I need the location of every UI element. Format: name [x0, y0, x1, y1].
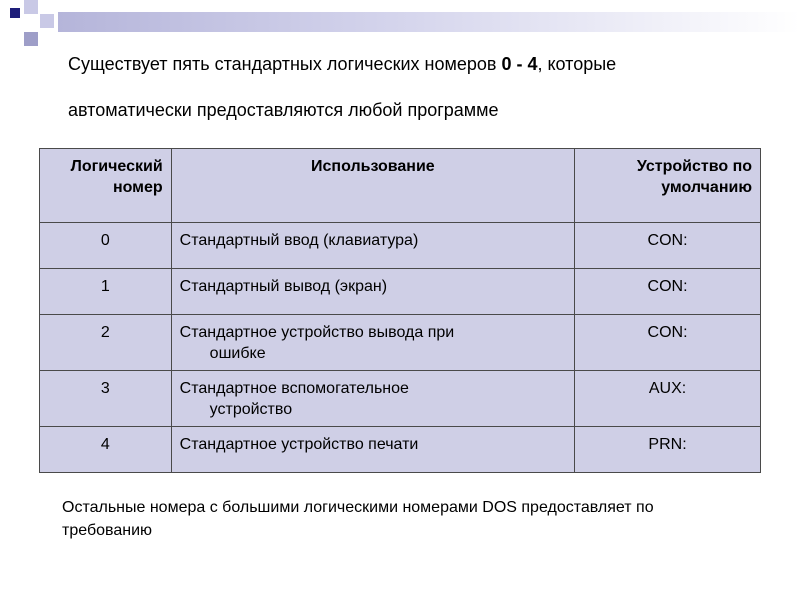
cell-number: 4 — [40, 427, 172, 473]
decor-square — [10, 8, 20, 18]
cell-device: AUX: — [575, 371, 761, 427]
cell-device: CON: — [575, 223, 761, 269]
logical-numbers-table — [39, 148, 761, 473]
decor-square — [24, 0, 38, 14]
intro-line-1-start: Существует пять стандартных логических номеров — [68, 54, 502, 74]
table-row — [40, 223, 761, 269]
header-gradient-band — [58, 12, 800, 32]
decor-square — [24, 32, 38, 46]
table-row — [40, 371, 761, 427]
cell-usage-line: Стандартный вывод (экран) — [179, 278, 388, 295]
cell-usage-line: Стандартное устройство вывода при — [179, 324, 455, 341]
table-row — [40, 427, 761, 473]
decor-square — [40, 0, 58, 14]
cell-usage — [171, 269, 574, 315]
header-usage: Использование — [171, 149, 574, 223]
table-row — [40, 315, 761, 371]
table-row — [40, 269, 761, 315]
header-logical-number: Логический номер — [40, 149, 172, 223]
cell-device: PRN: — [575, 427, 761, 473]
footer-note: Остальные номера с большими логическими номерами DOS предоставляет по требованию — [62, 499, 654, 539]
cell-usage-continuation: ошибке — [209, 345, 266, 362]
cell-usage-line: Стандартный ввод (клавиатура) — [179, 232, 419, 249]
intro-line-1-range: 0 - 4 — [501, 54, 538, 74]
cell-usage-line: Стандартное вспомогательное — [179, 380, 409, 397]
decor-square — [40, 14, 54, 28]
intro-text — [68, 52, 768, 122]
slide-header-decoration — [0, 0, 800, 60]
cell-number: 3 — [40, 371, 172, 427]
intro-line-2: автоматически предоставляются любой программе — [68, 100, 499, 120]
cell-device: CON: — [575, 315, 761, 371]
intro-line-1-end: , которые — [537, 54, 617, 74]
intro-line-1 — [68, 52, 768, 76]
cell-usage — [171, 427, 574, 473]
header-default-device: Устройство по умолчанию — [575, 149, 761, 223]
cell-device: CON: — [575, 269, 761, 315]
cell-usage-line: Стандартное устройство печати — [179, 436, 419, 453]
cell-usage — [171, 371, 574, 427]
table-header-row — [40, 149, 761, 223]
cell-usage — [171, 223, 574, 269]
cell-number: 0 — [40, 223, 172, 269]
cell-usage-continuation: устройство — [209, 401, 293, 418]
cell-usage — [171, 315, 574, 371]
cell-number: 1 — [40, 269, 172, 315]
cell-number: 2 — [40, 315, 172, 371]
